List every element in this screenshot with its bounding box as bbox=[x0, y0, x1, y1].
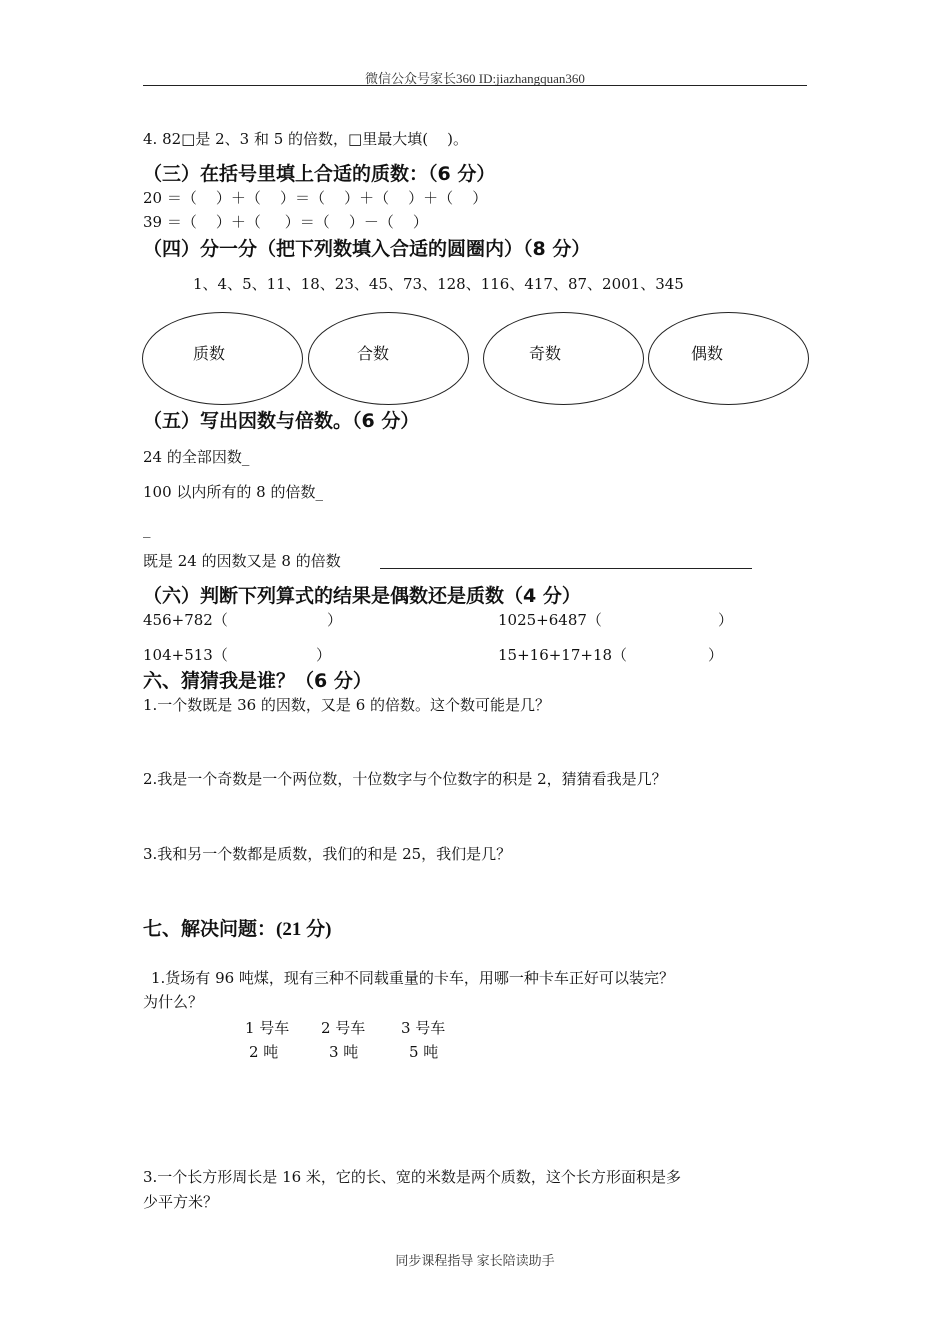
load-3: 5 吨 bbox=[409, 1043, 439, 1061]
page-footer: 同步课程指导 家长陪读助手 bbox=[395, 1253, 555, 1268]
load-2: 3 吨 bbox=[329, 1043, 359, 1061]
calc-4: 15+16+17+18（ bbox=[498, 646, 628, 664]
section-4-title: （四）分一分（把下列数填入合适的圆圈内）（8 分） bbox=[143, 238, 591, 260]
multiples-8: 100 以内所有的 8 的倍数_ bbox=[143, 483, 323, 501]
guess-q3: 3.我和另一个数都是质数，我们的和是 25，我们是几？ bbox=[143, 845, 512, 863]
question-4: 4. 82□是 2、3 和 5 的倍数，□里最大填( )。 bbox=[143, 130, 468, 148]
answer-underline bbox=[380, 568, 752, 569]
calc-4-close: ） bbox=[708, 646, 724, 664]
circle-label-prime: 质数 bbox=[193, 344, 226, 363]
calc-2-close: ） bbox=[718, 611, 734, 629]
solve-q1-line-2: 为什么？ bbox=[143, 993, 204, 1011]
truck-3: 3 号车 bbox=[401, 1019, 446, 1037]
page-header: 微信公众号家长360 ID:jiazhangquan360 bbox=[365, 71, 585, 86]
solve-q1-line-1: 1.货场有 96 吨煤，现有三种不同载重量的卡车，用哪一种卡车正好可以装完？ bbox=[151, 969, 674, 987]
section-5-title: （五）写出因数与倍数。（6 分） bbox=[143, 410, 420, 432]
common-factor-multiple: 既是 24 的因数又是 8 的倍数 bbox=[143, 552, 341, 570]
section-3-title: （三）在括号里填上合适的质数：（6 分） bbox=[143, 163, 496, 185]
header-rule bbox=[143, 85, 807, 86]
solve-q3-line-1: 3.一个长方形周长是 16 米，它的长、宽的米数是两个质数，这个长方形面积是多 bbox=[143, 1168, 681, 1186]
circle-odd bbox=[483, 312, 644, 405]
circle-even bbox=[648, 312, 809, 405]
solve-q3-line-2: 少平方米？ bbox=[143, 1193, 219, 1211]
load-1: 2 吨 bbox=[249, 1043, 279, 1061]
truck-1: 1 号车 bbox=[245, 1019, 290, 1037]
circle-label-even: 偶数 bbox=[691, 344, 724, 363]
guess-title: 六、猜猜我是谁？（6 分） bbox=[143, 670, 372, 692]
blank-line: _ bbox=[143, 520, 151, 538]
circle-prime bbox=[142, 312, 303, 405]
truck-2: 2 号车 bbox=[321, 1019, 366, 1037]
section-6-title: （六）判断下列算式的结果是偶数还是质数（4 分） bbox=[143, 585, 581, 607]
solve-title: 七、解决问题：(21 分) bbox=[143, 919, 332, 940]
number-list: 1、4、5、11、18、23、45、73、128、116、417、87、2001、345 bbox=[193, 275, 684, 293]
calc-3: 104+513（ bbox=[143, 646, 228, 664]
calc-2: 1025+6487（ bbox=[498, 611, 602, 629]
calc-3-close: ） bbox=[316, 646, 332, 664]
calc-1-close: ） bbox=[327, 611, 343, 629]
calc-1: 456+782（ bbox=[143, 611, 228, 629]
circle-label-odd: 奇数 bbox=[529, 344, 562, 363]
guess-q2: 2.我是一个奇数是一个两位数，十位数字与个位数字的积是 2，猜猜看我是几？ bbox=[143, 770, 667, 788]
section-3-line-1: 20 ＝（ ）＋（ ）＝（ ）＋（ ）＋（ ） bbox=[143, 189, 488, 207]
circle-label-composite: 合数 bbox=[357, 344, 390, 363]
section-3-line-2: 39 ＝（ ）＋（ ）＝（ ）－（ ） bbox=[143, 213, 428, 231]
factors-24: 24 的全部因数_ bbox=[143, 448, 250, 466]
circle-composite bbox=[308, 312, 469, 405]
guess-q1: 1.一个数既是 36 的因数，又是 6 的倍数。这个数可能是几？ bbox=[143, 696, 551, 714]
